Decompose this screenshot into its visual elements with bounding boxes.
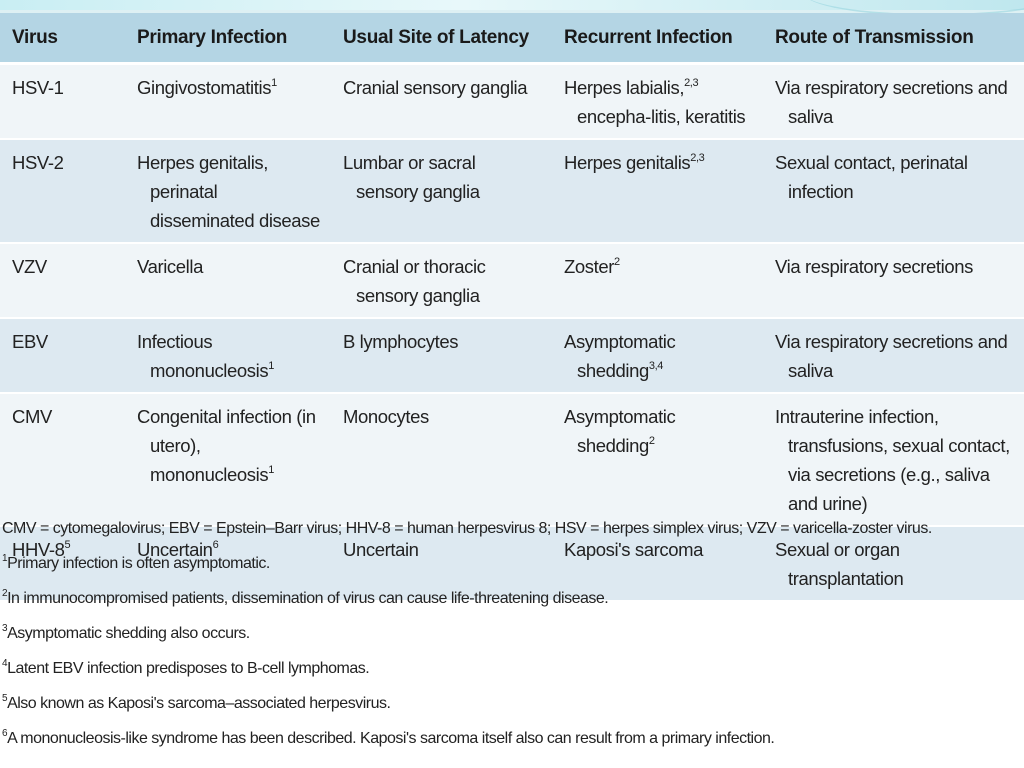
footnote-mark: 4 (2, 658, 8, 669)
cell-site-of-latency-text (343, 73, 542, 102)
cell-recurrent-infection-value: Herpes genitalis (564, 152, 691, 173)
cell-recurrent-infection-footnote-mark: 2 (648, 435, 655, 447)
cell-site-of-latency (331, 243, 552, 318)
cell-site-of-latency (331, 393, 552, 526)
cell-recurrent-infection (552, 318, 763, 393)
cell-recurrent-infection-continuation: encepha-litis, keratitis (577, 106, 746, 127)
abbreviations-note: CMV = cytomegalovirus; EBV = Epstein–Barr virus; HHV-8 = human herpesvirus 8; HSV = herpes simplex virus; VZV = varicella-zoster virus. (2, 520, 932, 537)
cell-recurrent-infection-footnote-mark: 2 (614, 256, 620, 268)
cell-recurrent-infection-footnote-mark: 2,3 (690, 152, 705, 164)
cell-virus-value: EBV (12, 331, 48, 352)
cell-recurrent-infection-text (564, 252, 753, 281)
cell-primary-infection-footnote-mark: 1 (271, 77, 277, 89)
cell-primary-infection-text (137, 73, 321, 102)
cell-virus-text (12, 402, 115, 431)
cell-virus (0, 139, 125, 243)
cell-recurrent-infection-text (564, 402, 753, 460)
cell-virus-text (12, 327, 115, 356)
cell-recurrent-infection-value: Zoster (564, 256, 615, 277)
cell-recurrent-infection-value: Herpes labialis, (564, 77, 685, 98)
header-site-of-latency: Usual Site of Latency (331, 13, 552, 64)
table-row (0, 139, 1024, 243)
cell-primary-infection-text (137, 327, 321, 385)
cell-recurrent-infection-value: Asymptomatic shedding (564, 331, 676, 381)
cell-recurrent-infection-value: Kaposi's sarcoma (564, 539, 704, 560)
cell-recurrent-infection-footnote-mark: 2,3 (684, 77, 699, 89)
cell-site-of-latency-value: Cranial sensory ganglia (343, 77, 528, 98)
cell-primary-infection-text (137, 148, 321, 235)
cell-site-of-latency-value: Cranial or thoracic sensory ganglia (343, 256, 486, 306)
cell-route-of-transmission-text (775, 402, 1014, 518)
cell-virus (0, 393, 125, 526)
cell-primary-infection (125, 318, 331, 393)
cell-site-of-latency-value: B lymphocytes (343, 331, 459, 352)
table-row (0, 64, 1024, 140)
footnote-5 (2, 686, 1012, 721)
cell-virus-value: HSV-2 (12, 152, 64, 173)
cell-virus (0, 318, 125, 393)
footnote-mark: 3 (2, 623, 8, 634)
cell-route-of-transmission (763, 139, 1024, 243)
cell-virus (0, 64, 125, 140)
cell-primary-infection (125, 139, 331, 243)
cell-virus-text (12, 73, 115, 102)
footnote-text: Also known as Kaposi's sarcoma–associated herpesvirus. (7, 695, 391, 712)
cell-site-of-latency (331, 139, 552, 243)
cell-route-of-transmission-value: Via respiratory secretions and saliva (775, 331, 1008, 381)
header-route-of-transmission: Route of Transmission (763, 13, 1024, 64)
cell-primary-infection-text (137, 402, 321, 489)
cell-primary-infection-value: Gingivostomatitis (137, 77, 272, 98)
cell-primary-infection-text (137, 252, 321, 281)
table-row (0, 393, 1024, 526)
cell-primary-infection-footnote-mark: 1 (268, 360, 274, 372)
cell-primary-infection-footnote-mark: 1 (268, 464, 274, 476)
cell-site-of-latency-value: Monocytes (343, 406, 429, 427)
footnote-3 (2, 616, 1012, 651)
cell-virus (0, 243, 125, 318)
cell-primary-infection-value: Infectious mononucleosis (137, 331, 269, 381)
cell-site-of-latency-text (343, 327, 542, 356)
cell-virus-footnote-mark: 5 (64, 539, 71, 551)
footnote-text: Asymptomatic shedding also occurs. (7, 625, 250, 642)
footnote-1 (2, 546, 1012, 581)
cell-virus-value: VZV (12, 256, 47, 277)
cell-virus-value: HSV-1 (12, 77, 64, 98)
footnote-text: Primary infection is often asymptomatic. (7, 555, 270, 572)
cell-recurrent-infection (552, 64, 763, 140)
cell-site-of-latency-text (343, 402, 542, 431)
cell-route-of-transmission (763, 318, 1024, 393)
table-notes (2, 511, 1012, 756)
cell-recurrent-infection-value: Asymptomatic shedding (564, 406, 676, 456)
table-header-row (0, 13, 1024, 64)
cell-primary-infection-value: Congenital infection (in utero), mononucleosis (137, 406, 316, 485)
cell-recurrent-infection-text (564, 327, 753, 385)
footnote-6 (2, 721, 1012, 756)
header-primary-infection: Primary Infection (125, 13, 331, 64)
cell-primary-infection (125, 64, 331, 140)
table-row (0, 318, 1024, 393)
footnote-mark: 6 (2, 728, 8, 739)
cell-site-of-latency (331, 64, 552, 140)
cell-route-of-transmission-value: Sexual contact, perinatal infection (775, 152, 968, 202)
footnote-mark: 1 (2, 553, 8, 564)
table-row (0, 243, 1024, 318)
cell-virus-value: CMV (12, 406, 52, 427)
cell-site-of-latency-value: Uncertain (343, 539, 419, 560)
cell-route-of-transmission-text (775, 327, 1014, 385)
cell-route-of-transmission-text (775, 148, 1014, 206)
cell-route-of-transmission (763, 393, 1024, 526)
cell-route-of-transmission-text (775, 252, 1014, 281)
cell-site-of-latency-text (343, 252, 542, 310)
cell-recurrent-infection-text (564, 73, 753, 131)
footnote-text: Latent EBV infection predisposes to B-cell lymphomas. (7, 660, 370, 677)
cell-recurrent-infection-footnote-mark: 3,4 (648, 360, 663, 372)
cell-virus-text (12, 148, 115, 177)
cell-route-of-transmission (763, 243, 1024, 318)
footnote-2 (2, 581, 1012, 616)
cell-route-of-transmission-value: Via respiratory secretions and saliva (775, 77, 1008, 127)
footnote-mark: 5 (2, 693, 8, 704)
cell-route-of-transmission (763, 64, 1024, 140)
cell-primary-infection (125, 243, 331, 318)
header-recurrent-infection: Recurrent Infection (552, 13, 763, 64)
cell-site-of-latency-text (343, 148, 542, 206)
cell-recurrent-infection (552, 393, 763, 526)
cell-site-of-latency (331, 318, 552, 393)
cell-primary-infection (125, 393, 331, 526)
cell-virus-value: HHV-8 (12, 539, 65, 560)
cell-route-of-transmission-value: Sexual or organ transplantation (775, 539, 904, 589)
footnote-text: In immunocompromised patients, dissemination of virus can cause life-threatening disease. (7, 590, 609, 607)
cell-route-of-transmission-text (775, 73, 1014, 131)
cell-primary-infection-value: Herpes genitalis, perinatal disseminated disease (137, 152, 320, 231)
cell-recurrent-infection (552, 139, 763, 243)
footnote-4 (2, 651, 1012, 686)
cell-primary-infection-value: Varicella (137, 256, 203, 277)
footnote-text: A mononucleosis-like syndrome has been described. Kaposi's sarcoma itself also can result from a primary infection. (7, 730, 775, 747)
cell-site-of-latency-value: Lumbar or sacral sensory ganglia (343, 152, 480, 202)
header-virus: Virus (0, 13, 125, 64)
cell-route-of-transmission-value: Intrauterine infection, transfusions, sexual contact, via secretions (e.g., saliva and urine) (775, 406, 1010, 514)
cell-recurrent-infection (552, 243, 763, 318)
cell-primary-infection-footnote-mark: 6 (212, 539, 219, 551)
cell-recurrent-infection-text (564, 148, 753, 177)
cell-virus-text (12, 252, 115, 281)
cell-route-of-transmission-value: Via respiratory secretions (775, 256, 973, 277)
cell-primary-infection-value: Uncertain (137, 539, 213, 560)
footnote-mark: 2 (2, 588, 8, 599)
footnote-list (2, 546, 1012, 756)
